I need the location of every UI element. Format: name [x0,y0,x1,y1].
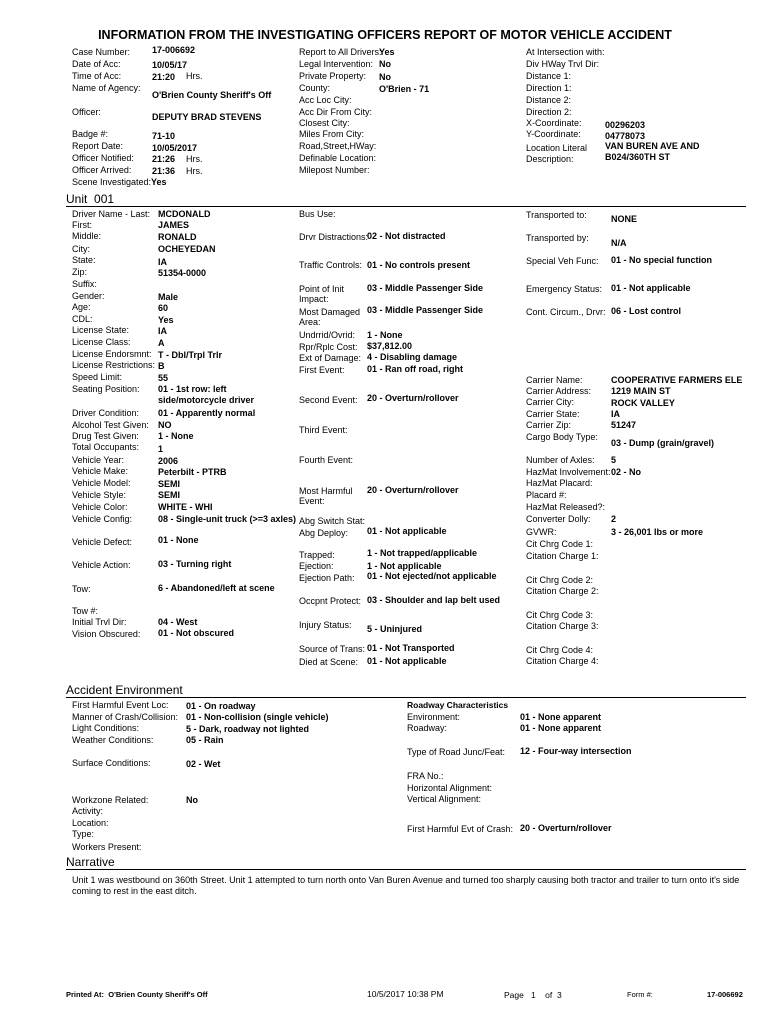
driver-gender-value: Male [158,292,179,302]
vehicle-year-value: 2006 [158,456,179,466]
agency-value: O'Brien County Sheriff's Off [152,90,272,100]
vehicle-defect-value: 01 - None [158,535,199,545]
distance-2-label: Distance 2: [526,95,572,105]
converter-dolly-label: Converter Dolly: [526,514,591,524]
cont-circum-drvr-value: 06 - Lost control [611,306,682,316]
cit-chrg-code-3-label: Cit Chrg Code 3: [526,610,594,620]
tow-value: 6 - Abandoned/left at scene [158,583,275,593]
driver-first-label: First: [72,220,92,230]
acc-loc-city-label: Acc Loc City: [299,95,352,105]
vehicle-model-label: Vehicle Model: [72,478,131,488]
driver-cdl-value: Yes [158,315,174,325]
first-harmful-evt-of-crash-value: 20 - Overturn/rollover [520,823,612,833]
driver-suffix-label: Suffix: [72,279,97,289]
scene-investigated-label: Scene Investigated: [72,177,152,187]
report-to-all-drivers-value: Yes [379,47,395,57]
cit-chrg-code-1-label: Cit Chrg Code 1: [526,539,594,549]
cit-chrg-code-4-label: Cit Chrg Code 4: [526,645,594,655]
hazmat-released-label: HazMat Released?: [526,502,606,512]
workers-present-label: Workers Present: [72,842,142,852]
abg-switch-stat-label: Abg Switch Stat: [299,516,366,526]
initial-trvl-dir-value: 04 - West [158,617,198,627]
scene-investigated-value: Yes [151,177,167,187]
carrier-zip-value: 51247 [611,420,637,430]
transported-to-label: Transported to: [526,210,587,220]
definable-location-label: Definable Location: [299,153,377,163]
special-veh-func-label: Special Veh Func: [526,256,599,266]
first-event-value: 01 - Ran off road, right [367,364,464,374]
drvr-distractions-value: 02 - Not distracted [367,231,446,241]
road-junc-feat-label: Type of Road Junc/Feat: [407,747,506,757]
number-of-axles-value: 5 [611,455,617,465]
traffic-controls-value: 01 - No controls present [367,260,471,270]
roadway-value: 01 - None apparent [520,723,602,733]
carrier-state-label: Carrier State: [526,409,580,419]
ext-of-damage-value: 4 - Disabling damage [367,352,458,362]
officer-label: Officer: [72,107,101,117]
license-endorsement-label: License Endorsmnt: [72,349,152,359]
badge-value: 71-10 [152,131,176,141]
accident-environment-heading: Accident Environment [66,683,183,697]
driver-city-label: City: [72,244,90,254]
citation-charge-1-label: Citation Charge 1: [526,551,599,561]
div-hway-trvl-dir-label: Div HWay Trvl Dir: [526,59,600,69]
abg-deploy-value: 01 - Not applicable [367,526,447,536]
drug-test-value: 1 - None [158,431,194,441]
most-damaged-label: Most Damaged [299,307,361,317]
injury-status-label: Injury Status: [299,620,352,630]
emergency-status-value: 01 - Not applicable [611,283,691,293]
roadway-label: Roadway: [407,723,448,733]
driver-age-label: Age: [72,302,91,312]
most-damaged-label-2: Area: [299,317,321,327]
y-coordinate-label: Y-Coordinate: [526,129,581,139]
carrier-state-value: IA [611,409,620,419]
road-environment-value: 01 - None apparent [520,712,602,722]
total-occupants-value: 1 [158,444,164,454]
vehicle-color-label: Vehicle Color: [72,502,128,512]
third-event-label: Third Event: [299,425,348,435]
time-of-acc-unit: Hrs. [186,71,203,81]
tow-label: Tow: [72,584,91,594]
citation-charge-4-label: Citation Charge 4: [526,656,599,666]
vehicle-action-label: Vehicle Action: [72,560,131,570]
alcohol-test-value: NO [158,420,172,430]
form-number-value: 17-006692 [707,990,743,999]
narrative-text: Unit 1 was westbound on 360th Street. Unit 1 attempted to turn north onto Van Buren Avenue and turned too sharply causing both tractor and trailer to turn onto it's side coming to rest in the east ditch. [72,875,740,896]
vertical-alignment-label: Vertical Alignment: [407,794,482,804]
hazmat-involvement-value: 02 - No [611,467,642,477]
license-restrictions-label: License Restrictions: [72,360,156,370]
report-title: INFORMATION FROM THE INVESTIGATING OFFICERS REPORT OF MOTOR VEHICLE ACCIDENT [98,28,672,42]
driver-zip-value: 51354-0000 [158,268,207,278]
y-coordinate-value: 04778073 [605,131,646,141]
vehicle-year-label: Vehicle Year: [72,455,125,465]
form-number-label: Form #: [627,990,653,999]
gvwr-value: 3 - 26,001 lbs or more [611,527,704,537]
report-date-label: Report Date: [72,141,124,151]
placard-number-label: Placard #: [526,490,567,500]
print-timestamp: 10/5/2017 10:38 PM [367,989,444,999]
citation-charge-2-label: Citation Charge 2: [526,586,599,596]
unit-divider [66,206,746,207]
surface-conditions-value: 02 - Wet [186,759,221,769]
license-restrictions-value: B [158,361,165,371]
cargo-body-type-value: 03 - Dump (grain/gravel) [611,438,715,448]
time-of-acc-label: Time of Acc: [72,71,122,81]
most-damaged-value: 03 - Middle Passenger Side [367,305,484,315]
seating-position-value-1: 01 - 1st row: left [158,384,227,394]
legal-intervention-value: No [379,59,391,69]
total-occupants-label: Total Occupants: [72,442,140,452]
first-harmful-event-loc-value: 01 - On roadway [186,701,256,711]
license-class-value: A [158,338,165,348]
roadway-characteristics-heading: Roadway Characteristics [407,700,509,710]
second-event-label: Second Event: [299,395,358,405]
workzone-activity-label: Activity: [72,806,104,816]
location-literal-label: Location Literal [526,143,588,153]
driver-state-value: IA [158,257,167,267]
ejection-path-label: Ejection Path: [299,573,355,583]
ext-of-damage-label: Ext of Damage: [299,353,362,363]
bus-use-label: Bus Use: [299,209,336,219]
carrier-address-label: Carrier Address: [526,386,592,396]
driver-state-label: State: [72,255,96,265]
repair-cost-value: $37,812.00 [367,341,413,351]
vehicle-model-value: SEMI [158,479,181,489]
seating-position-value-2: side/motorcycle driver [158,395,255,405]
officer-value: DEPUTY BRAD STEVENS [152,112,262,122]
vehicle-style-value: SEMI [158,490,181,500]
license-endorsement-value: T - Dbl/Trpl Trlr [158,350,223,360]
transported-by-value: N/A [611,238,627,248]
citation-charge-3-label: Citation Charge 3: [526,621,599,631]
vehicle-style-label: Vehicle Style: [72,490,127,500]
driver-last-label: Driver Name - Last: [72,209,151,219]
ejection-label: Ejection: [299,561,334,571]
light-conditions-value: 5 - Dark, roadway not lighted [186,724,310,734]
carrier-name-value: COOPERATIVE FARMERS ELE [611,375,743,385]
drug-test-label: Drug Test Given: [72,431,139,441]
page-number: Page 1 of 3 [504,990,562,1000]
private-property-label: Private Property: [299,71,367,81]
transported-to-value: NONE [611,214,638,224]
point-of-init-label: Point of Init [299,284,345,294]
printed-at: Printed At: O'Brien County Sheriff's Off [66,990,208,999]
driver-middle-value: RONALD [158,232,197,242]
at-intersection-label: At Intersection with: [526,47,605,57]
unit-heading: Unit 001 [66,192,115,206]
county-label: County: [299,83,331,93]
died-at-scene-label: Died at Scene: [299,657,359,667]
driver-middle-label: Middle: [72,231,102,241]
occupant-protection-value: 03 - Shoulder and lap belt used [367,595,501,605]
vehicle-make-value: Peterbilt - PTRB [158,467,227,477]
date-of-acc-value: 10/05/17 [152,60,188,70]
narrative-heading: Narrative [66,855,115,869]
case-number-value: 17-006692 [152,45,196,55]
gvwr-label: GVWR: [526,527,557,537]
injury-status-value: 5 - Uninjured [367,624,423,634]
repair-cost-label: Rpr/Rplc Cost: [299,342,358,352]
driver-city-value: OCHEYEDAN [158,244,216,254]
died-at-scene-value: 01 - Not applicable [367,656,447,666]
first-harmful-evt-of-crash-label: First Harmful Evt of Crash: [407,824,514,834]
date-of-acc-label: Date of Acc: [72,59,121,69]
case-number-label: Case Number: [72,47,131,57]
environment-divider [66,697,746,698]
location-literal-value-2: B024/360TH ST [605,152,671,162]
closest-city-label: Closest City: [299,118,350,128]
officer-notified-unit: Hrs. [186,154,203,164]
vehicle-config-label: Vehicle Config: [72,514,133,524]
transported-by-label: Transported by: [526,233,589,243]
drvr-distractions-label: Drvr Distractions: [299,232,369,242]
source-of-trans-value: 01 - Not Transported [367,643,455,653]
vision-obscured-label: Vision Obscured: [72,629,141,639]
second-event-value: 20 - Overturn/rollover [367,393,459,403]
distance-1-label: Distance 1: [526,71,572,81]
carrier-zip-label: Carrier Zip: [526,420,572,430]
alcohol-test-label: Alcohol Test Given: [72,420,149,430]
undrrid-ovrid-value: 1 - None [367,330,403,340]
fourth-event-label: Fourth Event: [299,455,354,465]
report-to-all-drivers-label: Report to All Drivers: [299,47,382,57]
special-veh-func-value: 01 - No special function [611,255,713,265]
manner-of-crash-label: Manner of Crash/Collision: [72,712,179,722]
carrier-address-value: 1219 MAIN ST [611,386,671,396]
workzone-type-label: Type: [72,829,95,839]
first-harmful-event-loc-label: First Harmful Event Loc: [72,700,169,710]
vehicle-make-label: Vehicle Make: [72,466,129,476]
officer-arrived-label: Officer Arrived: [72,165,132,175]
most-harmful-event-label: Most Harmful [299,486,353,496]
trapped-value: 1 - Not trapped/applicable [367,548,478,558]
vehicle-config-value: 08 - Single-unit truck (>=3 axles) [158,514,297,524]
ejection-value: 1 - Not applicable [367,561,442,571]
vehicle-action-value: 03 - Turning right [158,559,232,569]
workzone-related-value: No [186,795,198,805]
occupant-protection-label: Occpnt Protect: [299,596,362,606]
point-of-init-value: 03 - Middle Passenger Side [367,283,484,293]
most-harmful-event-value: 20 - Overturn/rollover [367,485,459,495]
weather-conditions-value: 05 - Rain [186,735,224,745]
officer-arrived-value: 21:36 [152,166,176,176]
workzone-location-label: Location: [72,818,109,828]
acc-dir-from-city-label: Acc Dir From City: [299,107,372,117]
description-label: Description: [526,154,574,164]
vehicle-color-value: WHITE - WHI [158,502,213,512]
license-class-label: License Class: [72,337,131,347]
cargo-body-type-label: Cargo Body Type: [526,432,598,442]
weather-conditions-label: Weather Conditions: [72,735,154,745]
driver-cdl-label: CDL: [72,314,93,324]
vehicle-defect-label: Vehicle Defect: [72,537,133,547]
fra-no-label: FRA No.: [407,771,444,781]
speed-limit-value: 55 [158,373,169,383]
road-junc-feat-value: 12 - Four-way intersection [520,746,632,756]
county-value: O'Brien - 71 [379,84,430,94]
first-event-label: First Event: [299,365,345,375]
report-date-value: 10/05/2017 [152,143,198,153]
converter-dolly-value: 2 [611,514,617,524]
driver-condition-label: Driver Condition: [72,408,140,418]
driver-gender-label: Gender: [72,291,105,301]
officer-notified-value: 21:26 [152,154,176,164]
light-conditions-label: Light Conditions: [72,723,140,733]
private-property-value: No [379,72,391,82]
legal-intervention-label: Legal Intervention: [299,59,374,69]
location-literal-value-1: VAN BUREN AVE AND [605,141,700,151]
cont-circum-drvr-label: Cont. Circum., Drvr: [526,307,606,317]
road-street-hway-label: Road,Street,HWay: [299,141,377,151]
undrrid-ovrid-label: Undrrid/Ovrid: [299,330,356,340]
emergency-status-label: Emergency Status: [526,284,603,294]
cit-chrg-code-2-label: Cit Chrg Code 2: [526,575,594,585]
most-harmful-event-label-2: Event: [299,496,325,506]
officer-arrived-unit: Hrs. [186,166,203,176]
badge-label: Badge #: [72,129,109,139]
carrier-name-label: Carrier Name: [526,375,583,385]
manner-of-crash-value: 01 - Non-collision (single vehicle) [186,712,329,722]
surface-conditions-label: Surface Conditions: [72,758,151,768]
initial-trvl-dir-label: Initial Trvl Dir: [72,617,127,627]
speed-limit-label: Speed Limit: [72,372,123,382]
tow-number-label: Tow #: [72,606,99,616]
driver-last-value: MCDONALD [158,209,211,219]
workzone-related-label: Workzone Related: [72,795,149,805]
narrative-divider [66,869,746,870]
source-of-trans-label: Source of Trans: [299,644,366,654]
driver-age-value: 60 [158,303,169,313]
abg-deploy-label: Abg Deploy: [299,528,349,538]
time-of-acc-value: 21:20 [152,72,176,82]
seating-position-label: Seating Position: [72,384,140,394]
license-state-label: License State: [72,325,130,335]
driver-condition-value: 01 - Apparently normal [158,408,256,418]
direction-2-label: Direction 2: [526,107,572,117]
horizontal-alignment-label: Horizontal Alignment: [407,783,493,793]
ejection-path-value: 01 - Not ejected/not applicable [367,571,497,581]
number-of-axles-label: Number of Axles: [526,455,595,465]
miles-from-city-label: Miles From City: [299,129,364,139]
milepost-number-label: Milepost Number: [299,165,370,175]
carrier-city-label: Carrier City: [526,397,575,407]
license-state-value: IA [158,326,167,336]
officer-notified-label: Officer Notified: [72,153,134,163]
driver-zip-label: Zip: [72,267,88,277]
x-coordinate-label: X-Coordinate: [526,118,582,128]
vision-obscured-value: 01 - Not obscured [158,628,235,638]
traffic-controls-label: Traffic Controls: [299,260,363,270]
point-of-init-label-2: Impact: [299,294,329,304]
agency-label: Name of Agency: [72,83,141,93]
road-environment-label: Environment: [407,712,461,722]
driver-first-value: JAMES [158,220,190,230]
x-coordinate-value: 00296203 [605,120,646,130]
carrier-city-value: ROCK VALLEY [611,398,675,408]
direction-1-label: Direction 1: [526,83,572,93]
hazmat-placard-label: HazMat Placard: [526,478,593,488]
hazmat-involvement-label: HazMat Involvement: [526,467,611,477]
trapped-label: Trapped: [299,550,335,560]
